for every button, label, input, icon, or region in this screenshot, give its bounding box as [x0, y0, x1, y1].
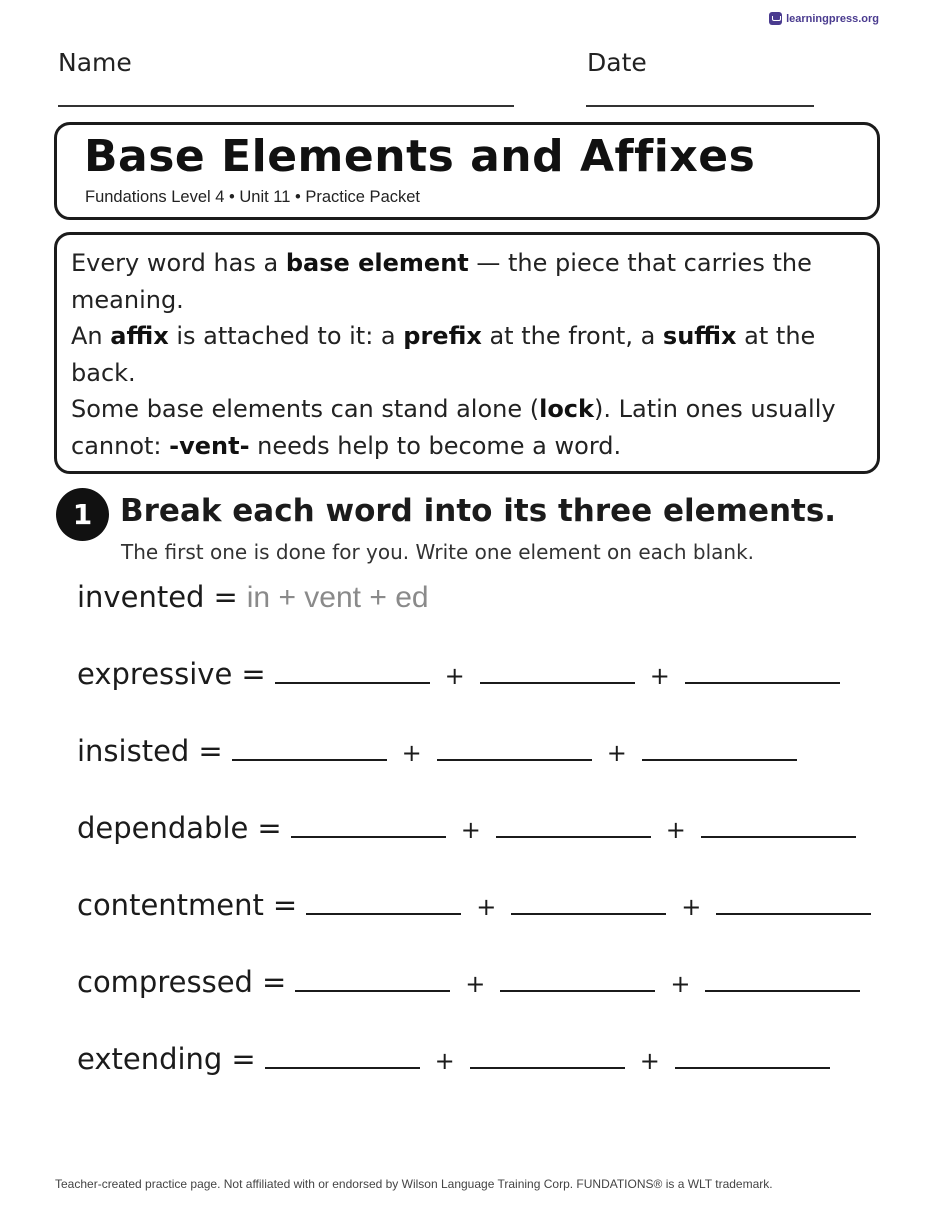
exercise-word: expressive	[77, 657, 233, 691]
exercise-word: dependable	[77, 811, 249, 845]
answer-blank[interactable]	[275, 662, 430, 684]
info-term: -vent-	[169, 431, 250, 460]
answer-blank[interactable]	[705, 970, 860, 992]
plus-sign: +	[444, 662, 465, 690]
exercise-row	[77, 1042, 830, 1076]
exercise-word: compressed	[77, 965, 253, 999]
info-line-2	[71, 282, 863, 319]
info-text: is attached to it: a	[168, 322, 404, 350]
date-line	[586, 105, 814, 107]
example-row	[77, 580, 429, 615]
exercise-row	[77, 965, 860, 999]
page-title: Base Elements and Affixes	[84, 131, 756, 182]
info-text: at the	[736, 322, 816, 350]
info-text: meaning.	[71, 285, 184, 314]
answer-blank[interactable]	[716, 893, 871, 915]
answer-blank[interactable]	[701, 816, 856, 838]
equals-sign: =	[231, 1042, 256, 1076]
answer-blank[interactable]	[675, 1047, 830, 1069]
answer-blank[interactable]	[480, 662, 635, 684]
exercise-row	[77, 888, 871, 922]
info-text: needs help to become a word.	[249, 431, 622, 460]
plus-sign: +	[460, 816, 481, 844]
plus-sign: +	[606, 739, 627, 767]
info-text: — the piece that carries the	[468, 249, 812, 277]
equals-sign: =	[241, 657, 266, 691]
title-box	[54, 122, 880, 220]
answer-blank[interactable]	[232, 739, 387, 761]
brand-label: learningpress.org	[786, 12, 879, 25]
info-line-5	[71, 391, 863, 428]
brand-logo[interactable]	[769, 12, 879, 25]
info-line-4	[71, 355, 863, 392]
exercise-row	[77, 811, 856, 845]
answer-blank[interactable]	[295, 970, 450, 992]
plus-sign: +	[639, 1047, 660, 1075]
plus-sign: +	[649, 662, 670, 690]
answer-blank[interactable]	[496, 816, 651, 838]
page-subtitle: Fundations Level 4 • Unit 11 • Practice Packet	[85, 188, 421, 206]
answer-blank[interactable]	[470, 1047, 625, 1069]
plus-sign: +	[434, 1047, 455, 1075]
answer-blank[interactable]	[511, 893, 666, 915]
info-text: ). Latin ones usually	[594, 395, 836, 423]
info-line-6	[71, 428, 863, 465]
exercise-word: contentment	[77, 888, 264, 922]
info-text: cannot:	[71, 431, 170, 460]
equals-sign: =	[272, 888, 298, 922]
question-number-badge: 1	[56, 488, 109, 541]
exercise-row	[77, 734, 797, 768]
plus-sign: +	[681, 893, 702, 921]
info-term: affix	[110, 322, 169, 350]
plus-sign: +	[665, 816, 686, 844]
info-term: prefix	[403, 322, 482, 350]
answer-blank[interactable]	[265, 1047, 420, 1069]
plus-sign: +	[670, 970, 691, 998]
footer-disclaimer: Teacher-created practice page. Not affiliated with or endorsed by Wilson Language Training Corp. FUNDATIONS® is a WLT trademark.	[55, 1177, 773, 1191]
info-text: Every word has a	[71, 249, 286, 277]
question-title: Break each word into its three elements.	[120, 493, 837, 529]
book-icon	[769, 12, 782, 25]
answer-blank[interactable]	[291, 816, 446, 838]
info-line-3	[71, 318, 863, 355]
plus-sign: +	[465, 970, 486, 998]
example-answer: in + vent + ed	[246, 581, 429, 614]
example-word: invented	[77, 580, 205, 614]
exercise-word: extending	[77, 1042, 223, 1076]
equals-sign: =	[257, 811, 282, 845]
answer-blank[interactable]	[437, 739, 592, 761]
date-label: Date	[587, 48, 647, 77]
answer-blank[interactable]	[685, 662, 840, 684]
equals-sign: =	[213, 580, 238, 614]
question-instruction: The first one is done for you. Write one element on each blank.	[121, 540, 755, 564]
info-term: lock	[539, 395, 594, 423]
answer-blank[interactable]	[642, 739, 797, 761]
info-text: Some base elements can stand alone (	[71, 395, 540, 423]
name-label: Name	[58, 48, 132, 77]
plus-sign: +	[476, 893, 497, 921]
exercise-row	[77, 657, 840, 691]
answer-blank[interactable]	[500, 970, 655, 992]
info-text: back.	[71, 358, 136, 387]
info-line-1	[71, 245, 863, 282]
exercise-word: insisted	[77, 734, 190, 768]
answer-blank[interactable]	[306, 893, 461, 915]
info-text: An	[71, 322, 111, 350]
plus-sign: +	[401, 739, 422, 767]
info-box	[54, 232, 880, 474]
name-line	[58, 105, 514, 107]
info-term: base element	[285, 249, 469, 277]
info-term: suffix	[662, 322, 737, 350]
info-text: at the front, a	[481, 322, 663, 350]
equals-sign: =	[198, 734, 223, 768]
equals-sign: =	[261, 965, 287, 999]
